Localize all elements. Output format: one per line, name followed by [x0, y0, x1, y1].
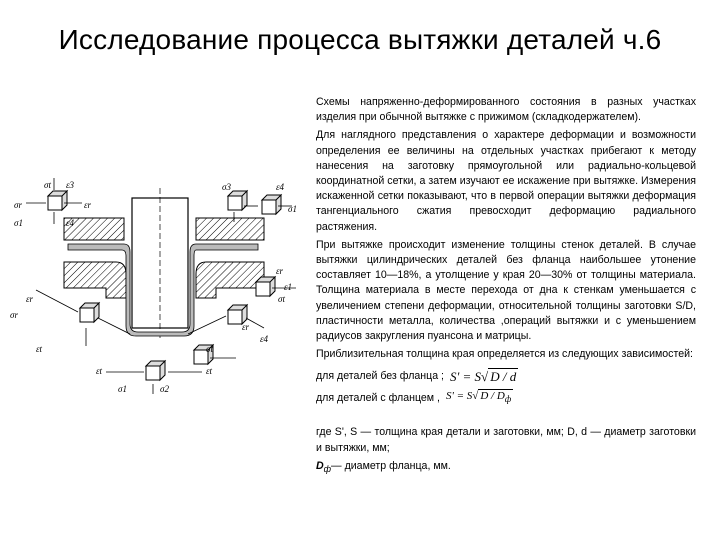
label-sigma-r: σr [14, 200, 22, 210]
label-eps-t-left: εt [36, 344, 43, 354]
drawing-stress-strain-diagram [6, 178, 306, 400]
label-sigma-r-left: σr [10, 310, 18, 320]
cube-wall-right [262, 195, 281, 214]
definitions-d-subscript: ф [323, 463, 332, 474]
cube-wall-left [80, 303, 99, 322]
label-sigma-1-bottom: σ1 [118, 384, 127, 394]
label-eps-r-top-right: εr [276, 266, 284, 276]
label-eps-t-bottom: εt [96, 366, 103, 376]
formula-no-flange-label: для деталей без фланца ; [316, 369, 444, 382]
paragraph-2: Для наглядного представления о характере деформации и возможности определения ее величины на отдельных участках прибегают к методу нанесения на заготовку прямоугольной или радиально-кольцевой координатной сетки, а затем изучают ее искажение при вытяжке. Измерения искаженной сетки показывают, что в первой операции вытяжки деформация тангенциального сжатия превосходит деформацию радиального растяжения. [316, 129, 696, 233]
label-sigma-t-right: σt [206, 344, 213, 354]
die-right [196, 262, 264, 298]
formula-flange-subscript: ф [504, 394, 512, 405]
paragraph-1: Схемы напряженно-деформированного состояния в разных участках изделия при обычной вытяжке с прижимом (складкодержателем). [316, 96, 696, 124]
cube-right-mid [256, 277, 275, 296]
definitions-d-symbol: D [316, 459, 324, 472]
blank-holder-right [196, 218, 264, 240]
definitions-line-2 [316, 459, 696, 477]
label-eps-r: εr [84, 200, 92, 210]
label-eps-4-bottom-right: ε4 [260, 334, 269, 344]
definitions-d-meaning: — диаметр фланца, мм. [331, 459, 451, 472]
label-eps-r-right: εr [242, 322, 250, 332]
formula-no-flange-lhs: S' = S [449, 368, 482, 384]
formula-no-flange [316, 365, 696, 387]
label-sigma-2-bottom: σ2 [160, 384, 169, 394]
label-eps-4: ε4 [66, 218, 75, 228]
label-sigma-3: σ3 [222, 182, 231, 192]
label-eps-4-right: ε4 [276, 182, 285, 192]
formula-flange-lhs: S' = S [445, 390, 473, 403]
label-sigma-t-right-2: σt [278, 294, 285, 304]
label-eps-1-right: ε1 [284, 282, 293, 292]
label-eps-3: ε3 [66, 180, 75, 190]
formula-flange-expression: S' = S√ D / $D_ф$ [445, 390, 512, 405]
body-text [316, 95, 696, 480]
page-title: Исследование процесса вытяжки деталей ч.6 [58, 24, 662, 55]
label-eps-r-left: εr [26, 294, 34, 304]
paragraph-4: Приблизительная толщина края определяется из следующих зависимостей: [316, 348, 693, 361]
label-sigma-t: σt [44, 180, 51, 190]
cube-flange-right [228, 191, 247, 210]
formula-flange-radicand: D / D [480, 390, 505, 403]
label-sigma-1: σ1 [14, 218, 23, 228]
cube-flange-left [48, 191, 67, 210]
die-left [64, 262, 126, 298]
label-sigma-1-right: σ1 [288, 204, 297, 214]
formula-flange-label: для деталей с фланцем , [316, 391, 440, 404]
cube-bottom [146, 361, 165, 380]
formula-no-flange-expression: S' = S√ D / d [449, 368, 517, 384]
formula-no-flange-radicand: D / d [490, 368, 517, 384]
paragraph-3: При вытяжке происходит изменение толщины стенок деталей. В случае вытяжки цилиндрических деталей без фланца наибольшее утонение составляет 10—18%, а утолщение у края 20—30% от толщины материала. Толщина материала в месте перехода от дна к стенкам уменьшается с увеличением степени деформации, относительной толщины заготовки S/D, пластичности металла, количества ,операций вытяжки и с уменьшением радиусов закругления пуансона и матрицы. [316, 238, 696, 343]
formula-flange [316, 387, 696, 409]
definitions-line-1: где S', S — толщина края детали и заготовки, мм; D, d — диаметр заготовки и вытяжки, мм; [316, 426, 696, 454]
label-eps-t-bottom-right: εt [206, 366, 213, 376]
